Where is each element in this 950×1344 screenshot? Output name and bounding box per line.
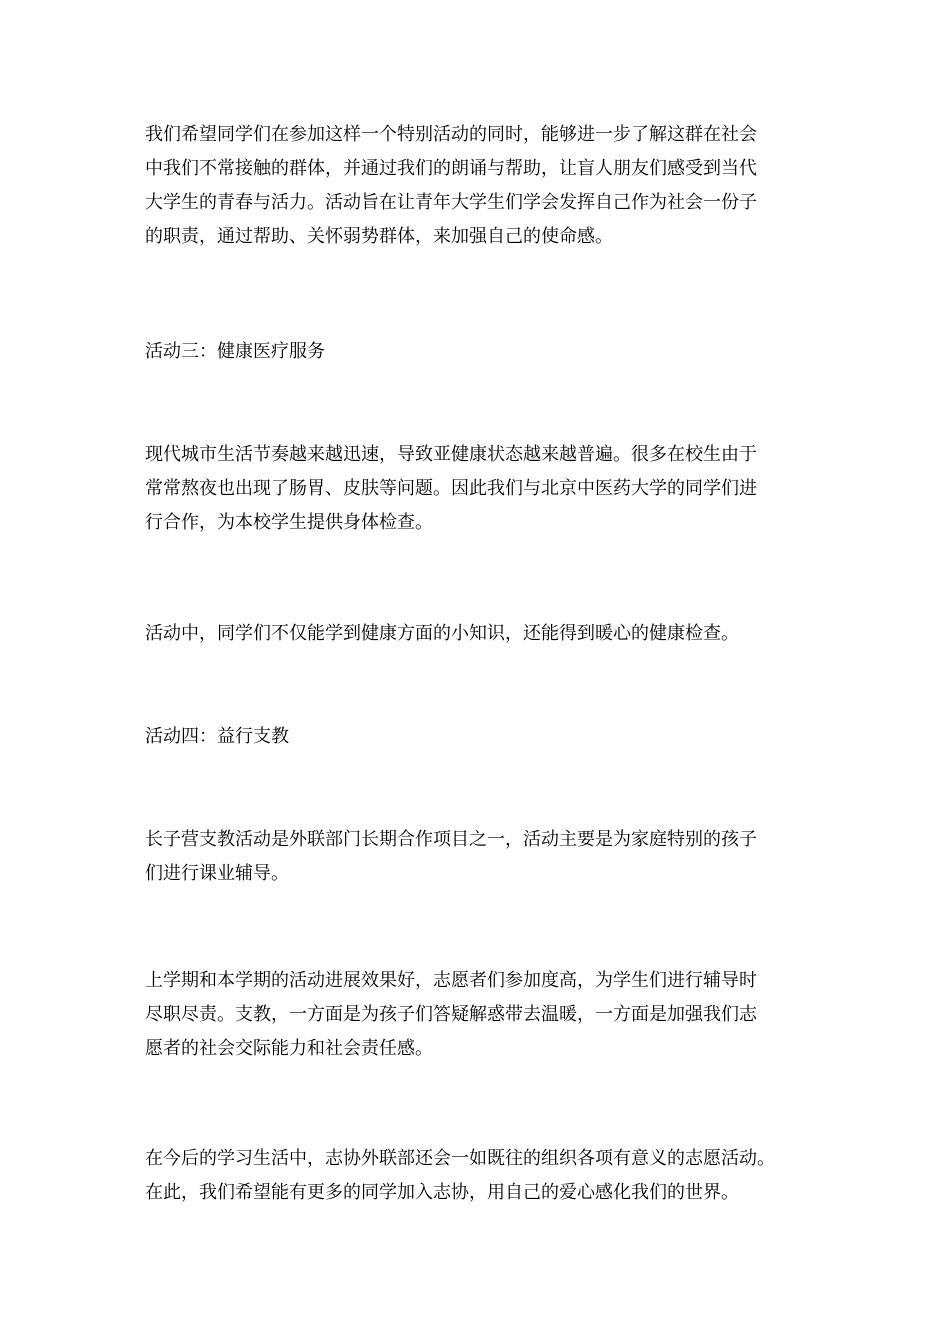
text-line: 活动三：健康医疗服务 xyxy=(145,341,325,362)
text-line: 愿者的社会交际能力和社会责任感。 xyxy=(145,1038,433,1059)
text-line: 们进行课业辅导。 xyxy=(145,863,289,884)
paragraph-teaching-intro xyxy=(145,823,835,891)
text-line: 中我们不常接触的群体，并通过我们的朗诵与帮助，让盲人朋友们感受到当代 xyxy=(145,158,757,179)
text-line: 在此，我们希望能有更多的同学加入志协，用自己的爱心感化我们的世界。 xyxy=(145,1182,739,1203)
text-line: 活动四：益行支教 xyxy=(145,726,289,747)
text-line: 行合作，为本校学生提供身体检查。 xyxy=(145,512,433,533)
paragraph-teaching-results xyxy=(145,964,835,1066)
text-line: 现代城市生活节奏越来越迅速，导致亚健康状态越来越普遍。很多在校生由于 xyxy=(145,444,757,465)
paragraph-conclusion xyxy=(145,1142,835,1210)
text-line: 长子营支教活动是外联部门长期合作项目之一，活动主要是为家庭特别的孩子 xyxy=(145,829,757,850)
text-line: 上学期和本学期的活动进展效果好，志愿者们参加度高，为学生们进行辅导时 xyxy=(145,970,757,991)
text-line: 大学生的青春与活力。活动旨在让青年大学生们学会发挥自己作为社会一份子 xyxy=(145,192,757,213)
text-line: 的职责，通过帮助、关怀弱势群体，来加强自己的使命感。 xyxy=(145,226,613,247)
text-line: 尽职尽责。支教，一方面是为孩子们答疑解惑带去温暖，一方面是加强我们志 xyxy=(145,1004,757,1025)
paragraph-purpose xyxy=(145,118,835,254)
text-line: 活动中，同学们不仅能学到健康方面的小知识，还能得到暖心的健康检查。 xyxy=(145,623,739,644)
paragraph-health-detail xyxy=(145,617,835,651)
paragraph-health-intro xyxy=(145,438,835,540)
heading-activity-four xyxy=(145,720,835,754)
text-line: 在今后的学习生活中，志协外联部还会一如既往的组织各项有意义的志愿活动。 xyxy=(145,1148,775,1169)
heading-activity-three xyxy=(145,335,835,369)
text-line: 常常熬夜也出现了肠胃、皮肤等问题。因此我们与北京中医药大学的同学们进 xyxy=(145,478,757,499)
text-line: 我们希望同学们在参加这样一个特别活动的同时，能够进一步了解这群在社会 xyxy=(145,124,757,145)
